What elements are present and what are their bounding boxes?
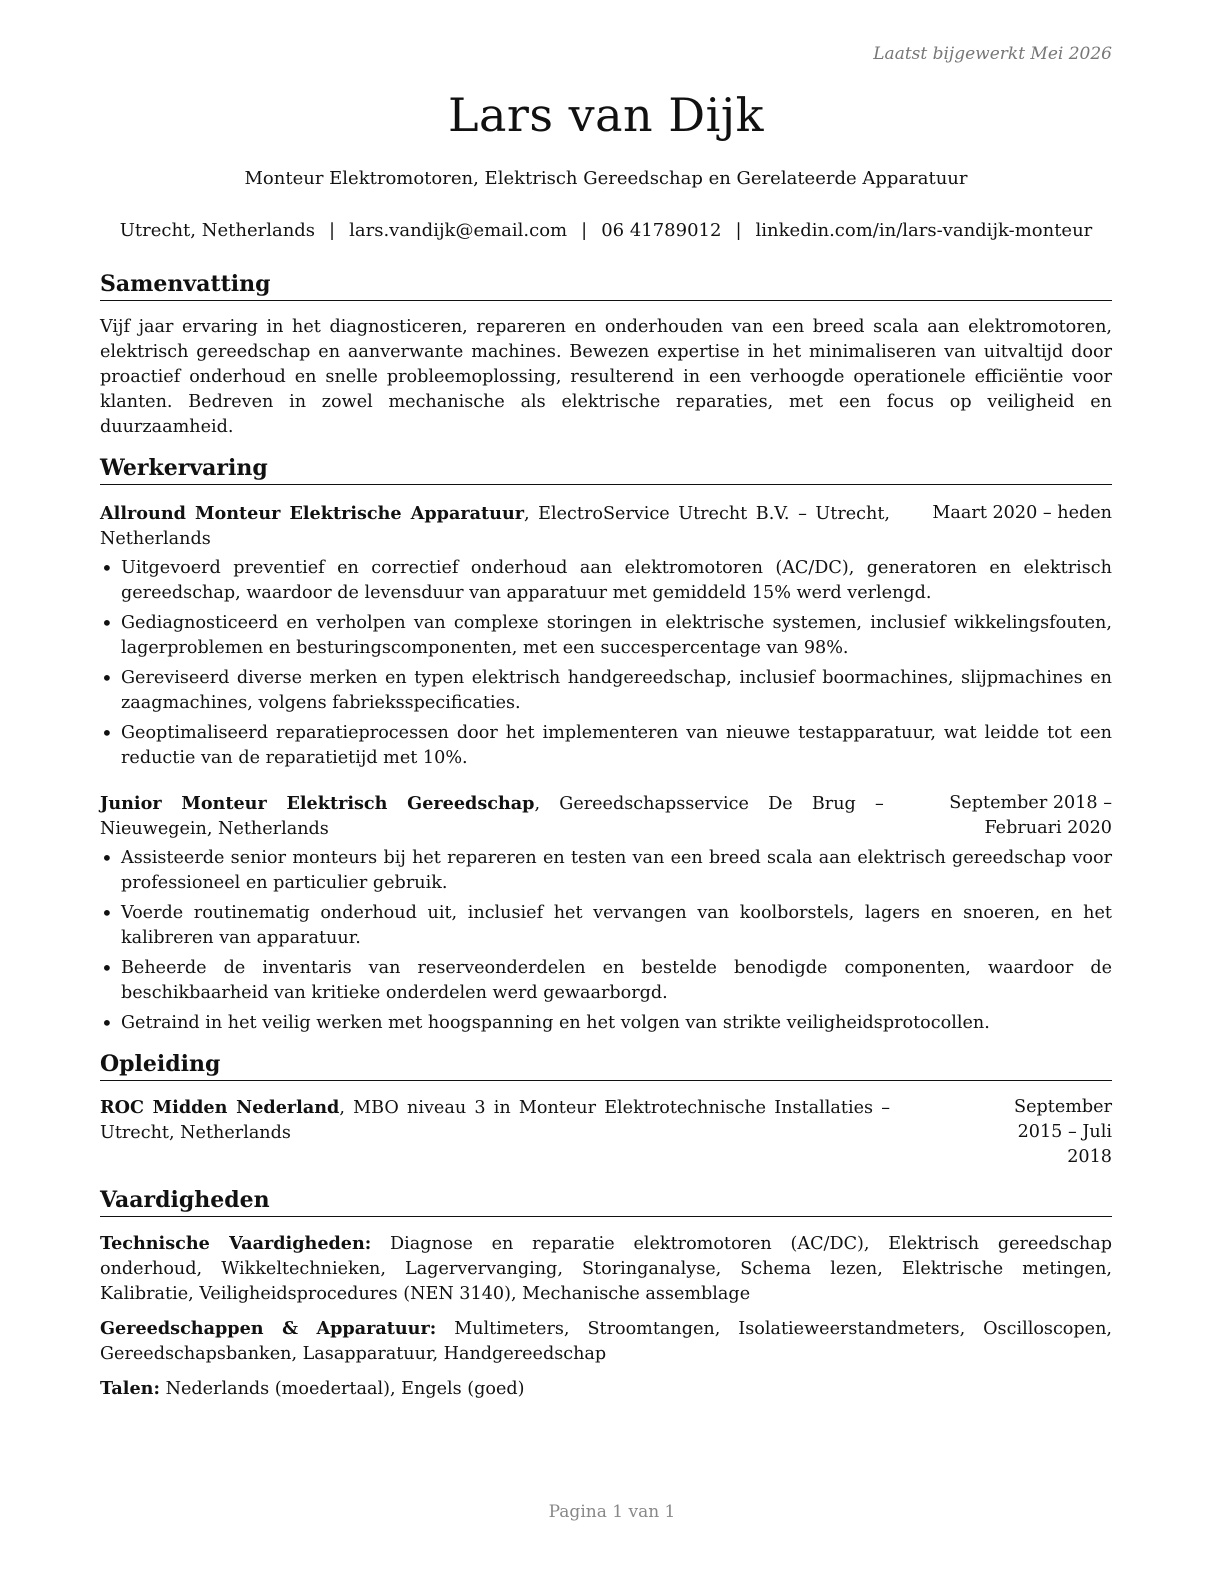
section-title-education: Opleiding [100, 1050, 1112, 1081]
skill-text: Diagnose en reparatie elektromotoren (AC/DC), Elektrisch gereedschap onderhoud, Wikkeltechnieken, Lagervervanging, Storinganalyse, Schema lezen, Elektrische metingen, Kalibratie, Veiligheidsprocedures (NEN 3140), Mechanische assemblage [100, 1234, 1112, 1304]
job-role: Junior Monteur Elektrisch Gereedschap [100, 793, 535, 814]
skill-item [100, 1316, 1112, 1367]
contact-line [100, 220, 1112, 241]
section-title-experience: Werkervaring [100, 454, 1112, 485]
list-item: • Getraind in het veilig werken met hoogspanning en het volgen van strikte veiligheidsprotocollen. [100, 1011, 1112, 1036]
skill-item [100, 1231, 1112, 1307]
job-role: Allround Monteur Elektrische Apparatuur [100, 503, 525, 524]
page-number: Pagina 1 van 1 [548, 1502, 676, 1522]
summary-text: Vijf jaar ervaring in het diagnosticeren, repareren en onderhouden van een breed scala aan elektromotoren, elektrisch gereedschap en aanverwante machines. Bewezen expertise in het minimaliseren van uitvaltijd door proactief onderhoud en snelle probleemoplossing, resulterend in een verhoogde operationele efficiëntie voor klanten. Bedreven in zowel mechanische als elektrische reparaties, met een focus op veiligheid en duurzaamheid. [100, 317, 1112, 437]
contact-linkedin[interactable]: linkedin.com/in/lars-vandijk-monteur [755, 220, 1093, 241]
list-item: • Voerde routinematig onderhoud uit, inclusief het vervangen van koolborstels, lagers en snoeren, en het kalibreren van apparatuur. [100, 901, 1112, 951]
job-company: , ElectroService Utrecht B.V. – Utrecht, Netherlands [100, 504, 890, 549]
skill-label: Talen: [100, 1378, 160, 1399]
job-entry [100, 791, 1112, 1036]
job-entry [100, 501, 1112, 771]
skill-label: Gereedschappen & Apparatuur: [100, 1318, 437, 1339]
skill-text: Multimeters, Stroomtangen, Isolatieweerstandmeters, Oscilloscopen, Gereedschapsbanken, Lasapparatuur, Handgereedschap [100, 1319, 1112, 1364]
education-entry [100, 1095, 1112, 1170]
job-dates: Maart 2020 – heden [932, 503, 1112, 523]
last-updated: Laatst bijgewerkt Mei 2026 [873, 44, 1112, 64]
education-detail: , MBO niveau 3 in Monteur Elektrotechnische Installaties – Utrecht, Netherlands [100, 1098, 890, 1143]
list-item: • Gereviseerd diverse merken en typen elektrisch handgereedschap, inclusief boormachines, slijpmachines en zaagmachines, volgens fabrieksspecificaties. [100, 666, 1112, 716]
list-item: • Geoptimaliseerd reparatieprocessen door het implementeren van nieuwe testapparatuur, wat leidde tot een reductie van de reparatietijd met 10%. [100, 721, 1112, 771]
skill-item [100, 1376, 1112, 1402]
skills-list [100, 1231, 1112, 1402]
education-school: ROC Midden Nederland [100, 1097, 340, 1118]
contact-separator: | [329, 220, 336, 241]
job-header [100, 501, 1112, 552]
contact-separator: | [735, 220, 742, 241]
job-title: Monteur Elektromotoren, Elektrisch Gereedschap en Gerelateerde Apparatuur [244, 168, 968, 189]
list-item: • Uitgevoerd preventief en correctief onderhoud aan elektromotoren (AC/DC), generatoren en elektrisch gereedschap, waardoor de levensduur van apparatuur met gemiddeld 15% werd verlengd. [100, 556, 1112, 606]
contact-phone: 06 41789012 [601, 220, 722, 241]
resume-content [100, 270, 1112, 1411]
job-role-company [100, 791, 884, 842]
section-title-skills: Vaardigheden [100, 1186, 1112, 1217]
list-item: • Beheerde de inventaris van reserveonderdelen en bestelde benodigde componenten, waardoor de beschikbaarheid van kritieke onderdelen werd gewaarborgd. [100, 956, 1112, 1006]
contact-location: Utrecht, Netherlands [119, 220, 316, 241]
job-company: , Gereedschapsservice De Brug – Nieuwegein, Netherlands [100, 794, 884, 839]
job-role-company [100, 501, 890, 552]
contact-email[interactable]: lars.vandijk@email.com [349, 220, 568, 241]
job-bullets [100, 556, 1112, 771]
job-dates: September 2018 – Februari 2020 [949, 793, 1112, 838]
skill-text: Nederlands (moedertaal), Engels (goed) [159, 1379, 525, 1399]
list-item: • Gediagnosticeerd en verholpen van complexe storingen in elektrische systemen, inclusief wikkelingsfouten, lagerproblemen en besturingscomponenten, met een succespercentage van 98%. [100, 611, 1112, 661]
education-header [100, 1095, 1112, 1170]
education-school-detail [100, 1095, 890, 1170]
skill-label: Technische Vaardigheden: [100, 1233, 372, 1254]
contact-separator: | [581, 220, 588, 241]
job-bullets [100, 846, 1112, 1036]
candidate-name: Lars van Dijk [447, 88, 765, 142]
list-item: • Assisteerde senior monteurs bij het repareren en testen van een breed scala aan elektrisch gereedschap voor professioneel en particulier gebruik. [100, 846, 1112, 896]
job-header [100, 791, 1112, 842]
section-title-summary: Samenvatting [100, 270, 1112, 301]
education-dates: September 2015 – Juli 2018 [1014, 1097, 1112, 1167]
